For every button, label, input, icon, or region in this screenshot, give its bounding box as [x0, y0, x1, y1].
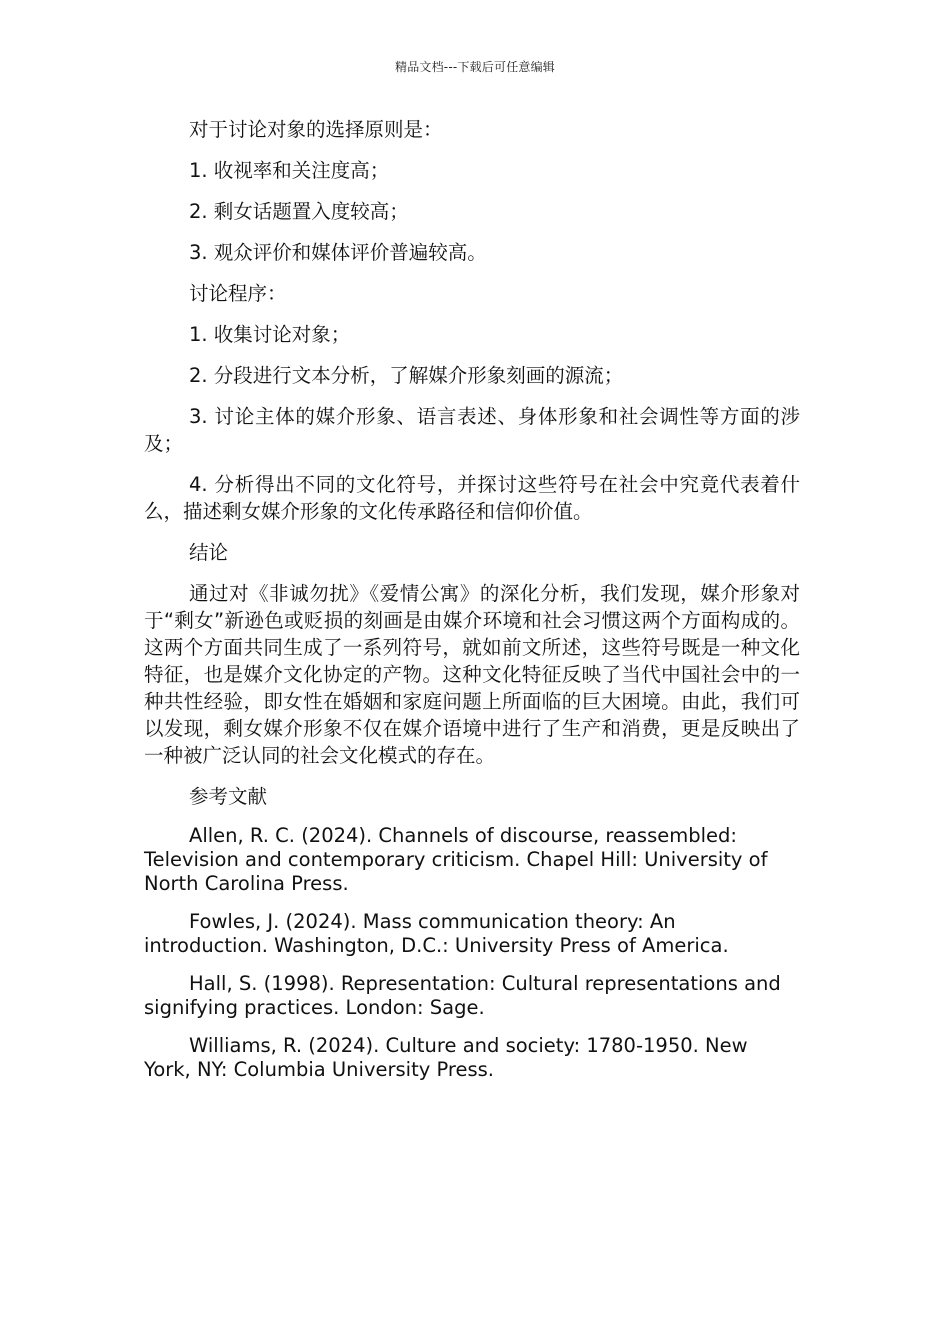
- procedure-item-1: 1. 收集讨论对象；: [189, 323, 351, 346]
- reference-item: Fowles, J. (2024). Mass communication theory: An introduction. Washington, D.C.: University Press of America.: [144, 910, 729, 957]
- references-heading: 参考文献: [189, 785, 268, 808]
- page-header: 精品文档---下载后可任意编辑: [395, 60, 555, 74]
- principle-item-1: 1. 收视率和关注度高；: [189, 159, 390, 182]
- conclusion-paragraph: 通过对《非诚勿扰》《爱情公寓》的深化分析，我们发现，媒介形象对于“剩女”新逊色或贬损的刻画是由媒介环境和社会习惯这两个方面构成的。这两个方面共同生成了一系列符号，就如前文所述，这些符号既是一种文化特征，也是媒介文化协定的产物。这种文化特征反映了当代中国社会中的一种共性经验，即女性在婚姻和家庭问题上所面临的巨大困境。由此，我们可以发现，剩女媒介形象不仅在媒介语境中进行了生产和消费，更是反映出了一种被广泛认同的社会文化模式的存在。: [144, 582, 800, 767]
- reference-item: Hall, S. (1998). Representation: Cultural representations and signifying practices. London: Sage.: [144, 972, 781, 1019]
- procedure-item-3: 3. 讨论主体的媒介形象、语言表述、身体形象和社会调性等方面的涉及；: [144, 405, 800, 455]
- reference-item: Williams, R. (2024). Culture and society: 1780-1950. New York, NY: Columbia University Press.: [144, 1034, 748, 1081]
- procedure-item-2: 2. 分段进行文本分析，了解媒介形象刻画的源流；: [189, 364, 624, 387]
- conclusion-heading: 结论: [189, 541, 229, 564]
- selection-principles-intro: 对于讨论对象的选择原则是：: [189, 118, 443, 141]
- procedure-heading: 讨论程序：: [189, 282, 287, 305]
- principle-item-2: 2. 剩女话题置入度较高；: [189, 200, 409, 223]
- document-body: [144, 116, 800, 1096]
- reference-item: Allen, R. C. (2024). Channels of discourse, reassembled: Television and contemporary criticism. Chapel Hill: University of North Carolina Press.: [144, 824, 768, 895]
- procedure-item-4: 4. 分析得出不同的文化符号，并探讨这些符号在社会中究竟代表着什么，描述剩女媒介形象的文化传承路径和信仰价值。: [144, 473, 800, 523]
- principle-item-3: 3. 观众评价和媒体评价普遍较高。: [189, 241, 487, 264]
